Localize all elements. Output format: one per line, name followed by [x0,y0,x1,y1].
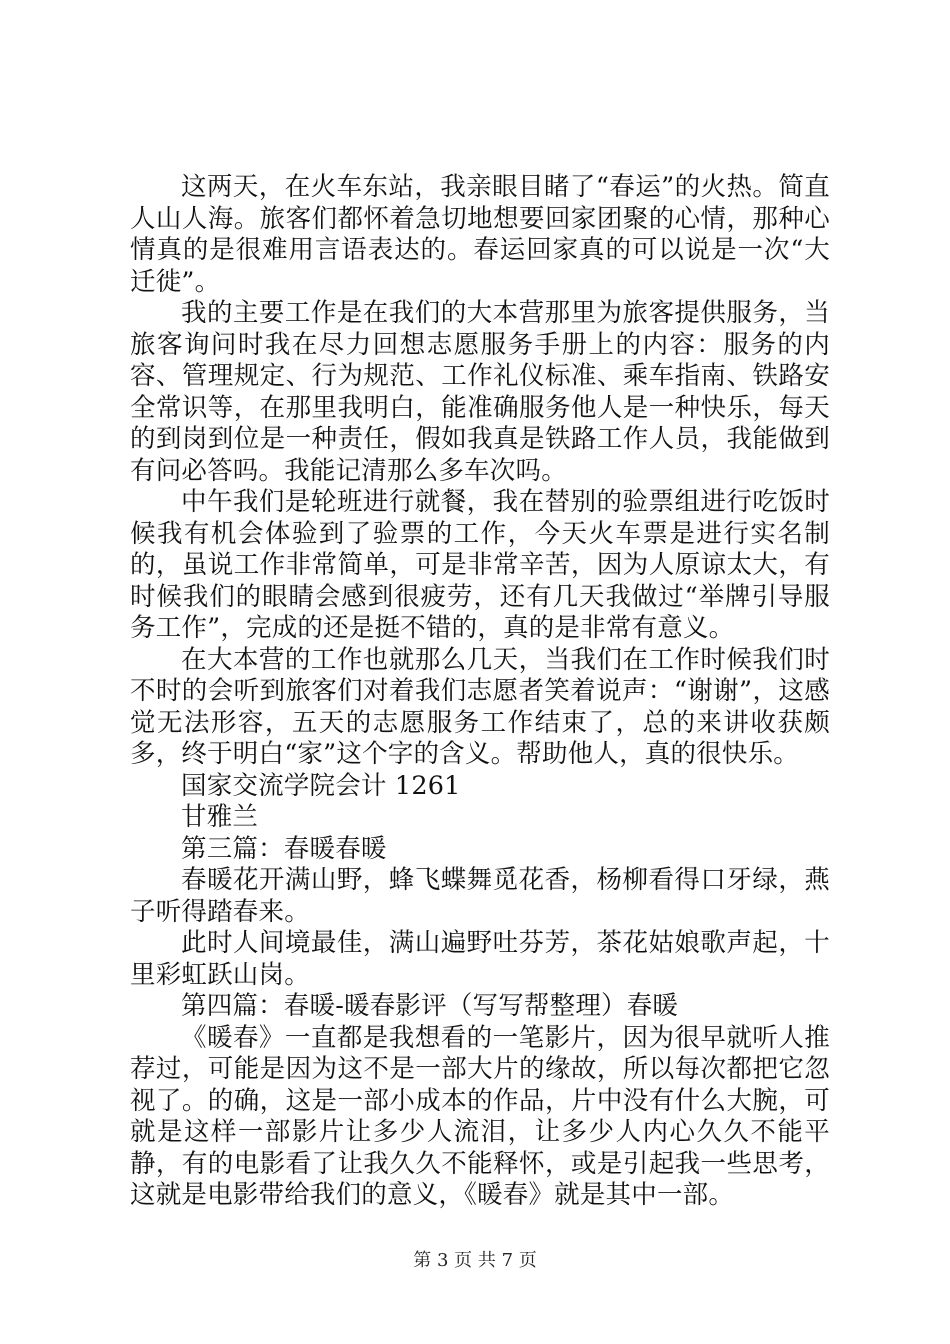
section-heading-3: 第三篇：春暖春暖 [181,833,387,864]
paragraph-1: 这两天，在火车东站，我亲眼目睹了“春运”的火热。简直人山人海。旅客们都怀着急切地想要回家团聚的心情，那种心情真的是很难用言语表达的。春运回家真的可以说是一次“大迁徙”。 [130,172,830,297]
paragraph-review: 《暖春》一直都是我想看的一笔影片，因为很早就听人推荐过，可能是因为这不是一部大片的缘故，所以每次都把它忽视了。的确，这是一部小成本的作品，片中没有什么大腕，可就是这样一部影片让多少人流泪，让多少人内心久久不能平静，有的电影看了让我久久不能释怀，或是引起我一些思考，这就是电影带给我们的意义，《暖春》就是其中一部。 [130,1022,830,1210]
page-footer: 第 3 页 共 7 页 [413,1250,537,1271]
document-body [130,172,830,1212]
paragraph-3: 中午我们是轮班进行就餐，我在替别的验票组进行吃饭时候我有机会体验到了验票的工作，今天火车票是进行实名制的，虽说工作非常简单，可是非常辛苦，因为人原谅太大，有时候我们的眼睛会感到很疲劳，还有几天我做过“举牌引导服务工作”，完成的还是挺不错的，真的是非常有意义。 [130,487,830,643]
paragraph-2: 我的主要工作是在我们的大本营那里为旅客提供服务，当旅客询问时我在尽力回想志愿服务手册上的内容：服务的内容、管理规定、行为规范、工作礼仪标准、乘车指南、铁路安全常识等，在那里我明白，能准确服务他人是一种快乐，每天的到岗到位是一种责任，假如我真是铁路工作人员，我能做到有问必答吗。我能记清那么多车次吗。 [130,298,830,486]
section-heading-4: 第四篇：春暖-暖春影评（写写帮整理）春暖 [181,991,679,1021]
paragraph-4: 在大本营的工作也就那么几天，当我们在工作时候我们时不时的会听到旅客们对着我们志愿者笑着说声：“谢谢”，这感觉无法形容，五天的志愿服务工作结束了，总的来讲收获颇多，终于明白“家”这个字的含义。帮助他人，真的很快乐。 [130,644,830,769]
author-name: 甘雅兰 [181,802,259,832]
poem-stanza-2: 此时人间境最佳，满山遍野吐芬芳，茶花姑娘歌声起，十里彩虹跃山岗。 [130,928,830,990]
poem-stanza-1: 春暖花开满山野，蜂飞蝶舞觅花香，杨柳看得口牙绿，燕子听得踏春来。 [130,865,830,927]
author-affiliation: 国家交流学院会计 1261 [181,770,461,801]
